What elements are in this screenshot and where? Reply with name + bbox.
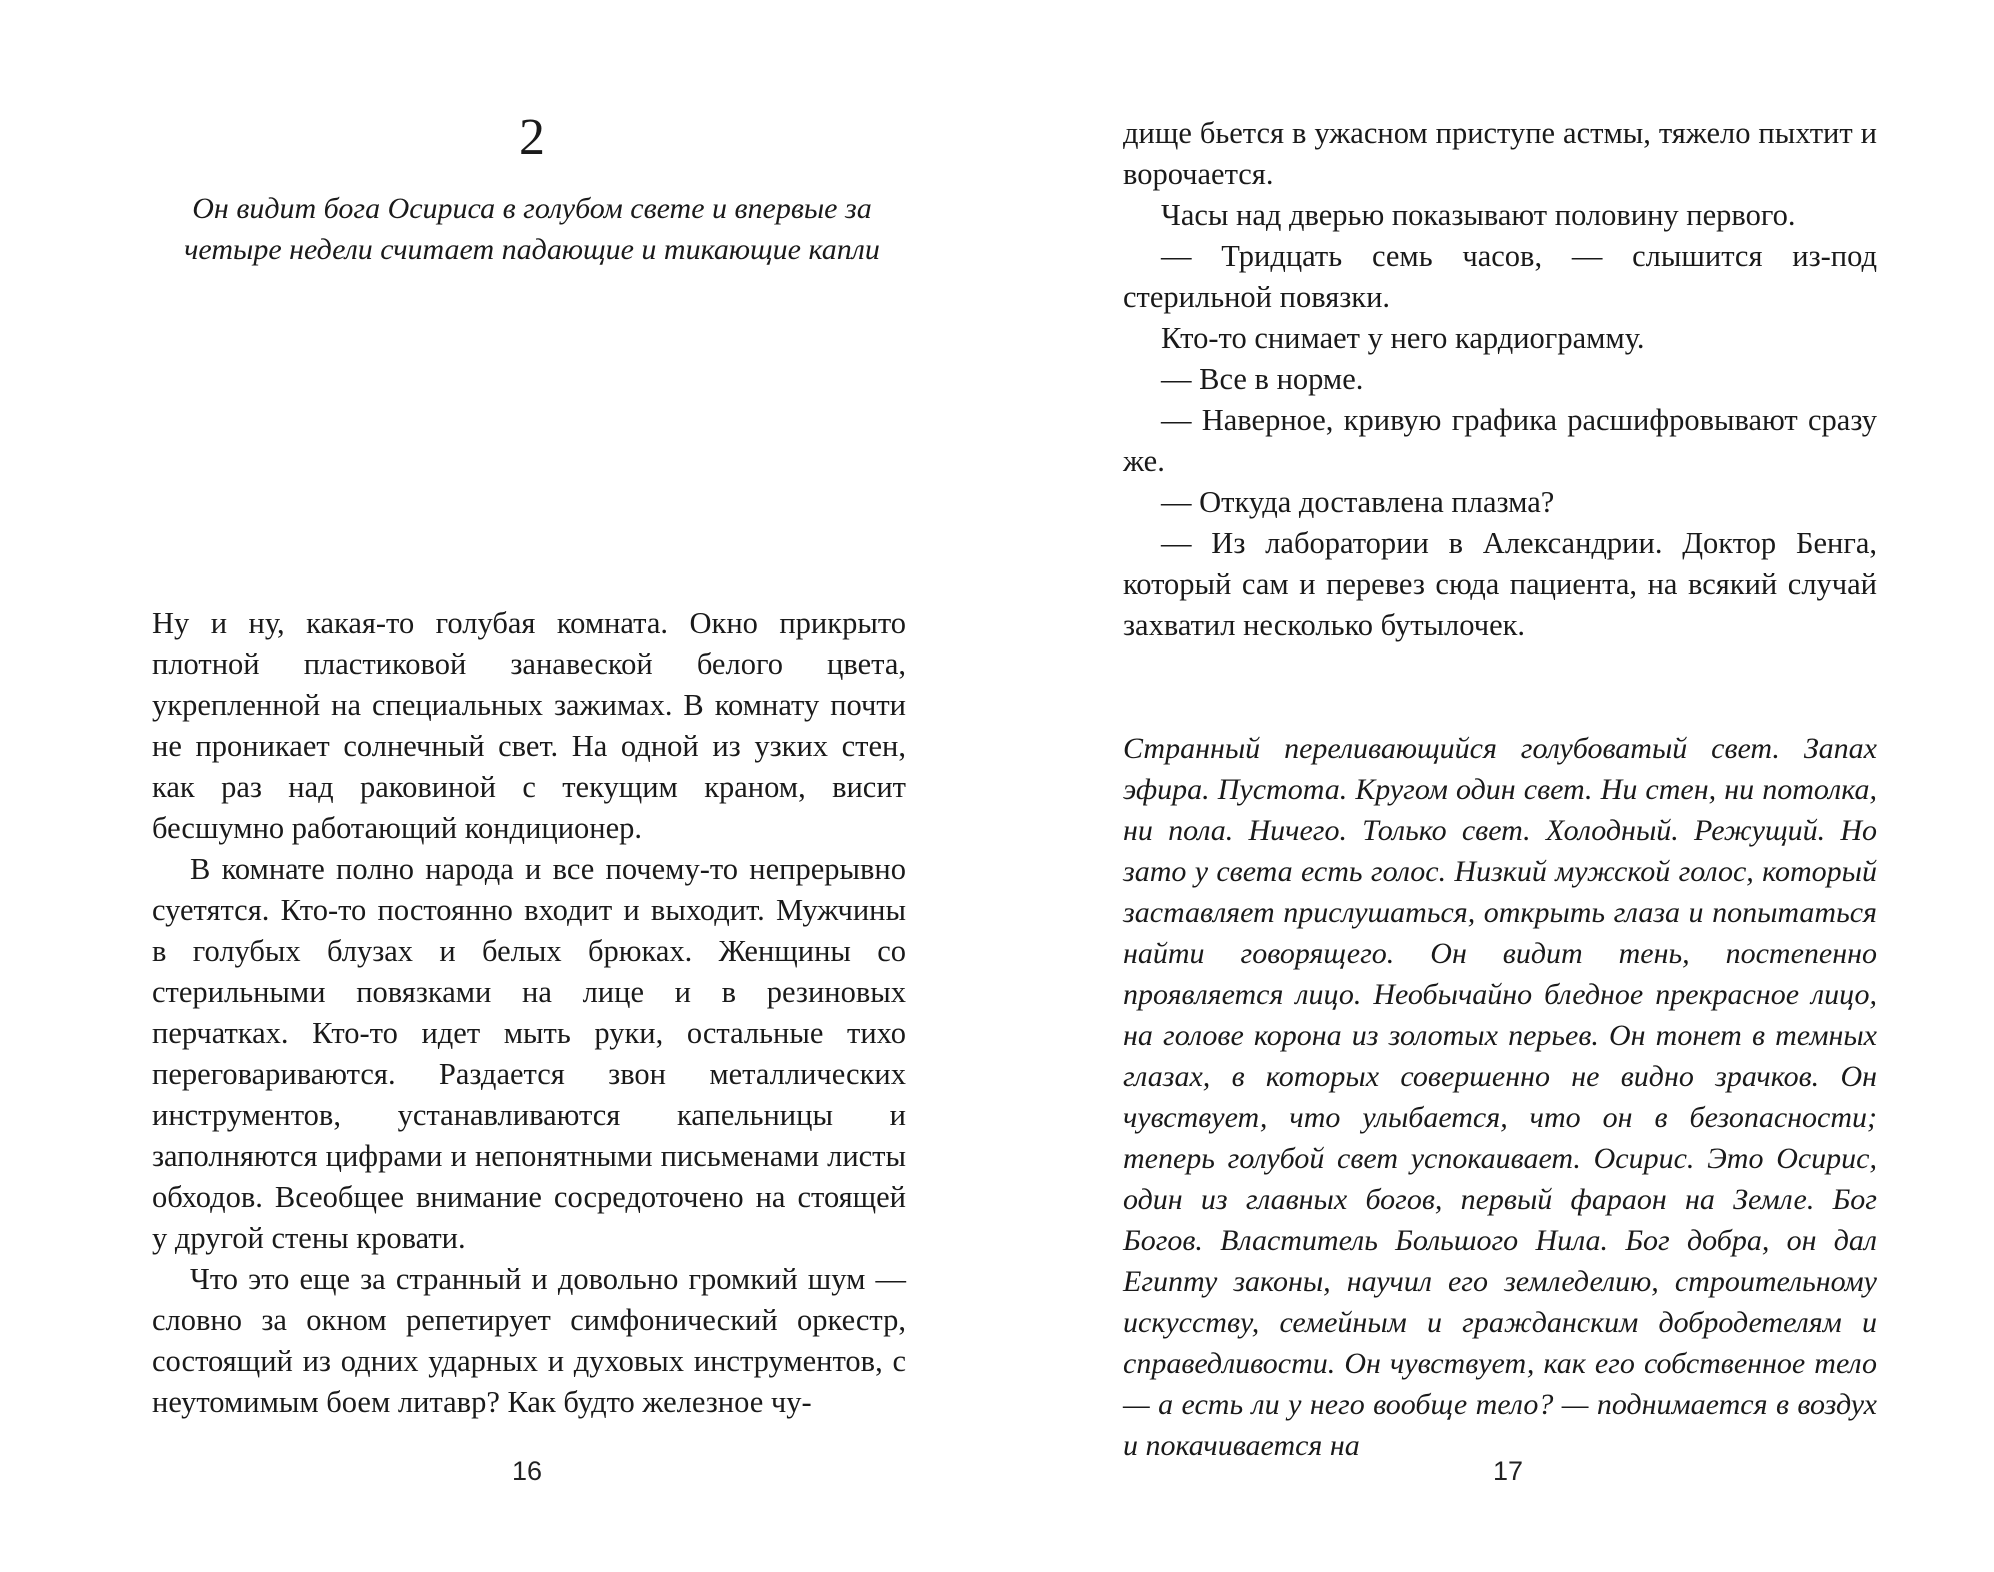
paragraph: дище бьется в ужасном приступе астмы, тяжело пыхтит и ворочается. <box>1123 116 1877 191</box>
paragraph: Часы над дверью показывают половину первого. <box>1161 198 1796 232</box>
right-page-body <box>1123 113 1877 646</box>
dialogue-line: — Из лаборатории в Александрии. Доктор Бенга, который сам и перевез сюда пациента, на всякий случай захватил несколько бутылочек. <box>1123 526 1877 642</box>
paragraph: В комнате полно народа и все почему-то непрерывно суетятся. Кто-то постоянно входит и выходит. Мужчины в голубых блузах и белых брюках. Женщины со стерильными повязками на лице и в резиновых перчатках. Кто-то идет мыть руки, остальные тихо переговариваются. Раздается звон металлических инструментов, устанавливаются капельницы и заполняются цифрами и непонятными письменами листы обходов. Всеобщее внимание сосредоточено на стоящей у другой стены кровати. <box>152 852 906 1255</box>
italic-passage <box>1123 728 1877 1466</box>
chapter-number: 2 <box>519 109 545 166</box>
page-number: 16 <box>512 1456 543 1486</box>
right-page <box>997 0 1994 1572</box>
paragraph: Что это еще за странный и довольно громкий шум — словно за окном репетирует симфонический оркестр, состоящий из одних ударных и духовых инструментов, с неутомимым боем литавр? Как будто железное чу- <box>152 1262 906 1419</box>
dialogue-line: — Наверное, кривую графика расшифровывают сразу же. <box>1123 403 1877 478</box>
dialogue-line: — Тридцать семь часов, — слышится из-под стерильной повязки. <box>1123 239 1877 314</box>
chapter-epigraph: Он видит бога Осириса в голубом свете и впервые за четыре недели считает падающие и тикающие капли <box>184 192 880 266</box>
dialogue-line: — Все в норме. <box>1161 362 1364 396</box>
paragraph: Кто-то снимает у него кардиограмму. <box>1161 321 1645 355</box>
page-number: 17 <box>1493 1456 1524 1486</box>
dialogue-line: — Откуда доставлена плазма? <box>1161 485 1555 519</box>
left-page-body <box>152 603 906 1423</box>
paragraph: Ну и ну, какая-то голубая комната. Окно прикрыто плотной пластиковой занавеской белого цвета, укрепленной на специальных зажимах. В комнату почти не проникает солнечный свет. На одной из узких стен, как раз над раковиной с текущим краном, висит бесшумно работающий кондиционер. <box>152 606 906 845</box>
paragraph: Странный переливающийся голубоватый свет. Запах эфира. Пустота. Кругом один свет. Ни стен, ни потолка, ни пола. Ничего. Только свет. Холодный. Режущий. Но зато у света есть голос. Низкий мужской голос, который заставляет прислушаться, открыть глаза и попытаться найти говорящего. Он видит тень, постепенно проявляется лицо. Необычайно бледное прекрасное лицо, на голове корона из золотых перьев. Он тонет в темных глазах, в которых совершенно не видно зрачков. Он чувствует, что улыбается, что он в безопасности; теперь голубой свет успокаивает. Осирис. Это Осирис, один из главных богов, первый фараон на Земле. Бог Богов. Властитель Большого Нила. Бог добра, он дал Египту законы, научил его земледелию, строительному искусству, семейным и гражданским добродетелям и справедливости. Он чувствует, как его собственное тело — а есть ли у него вообще тело? — поднимается в воздух и покачивается на <box>1123 732 1877 1462</box>
